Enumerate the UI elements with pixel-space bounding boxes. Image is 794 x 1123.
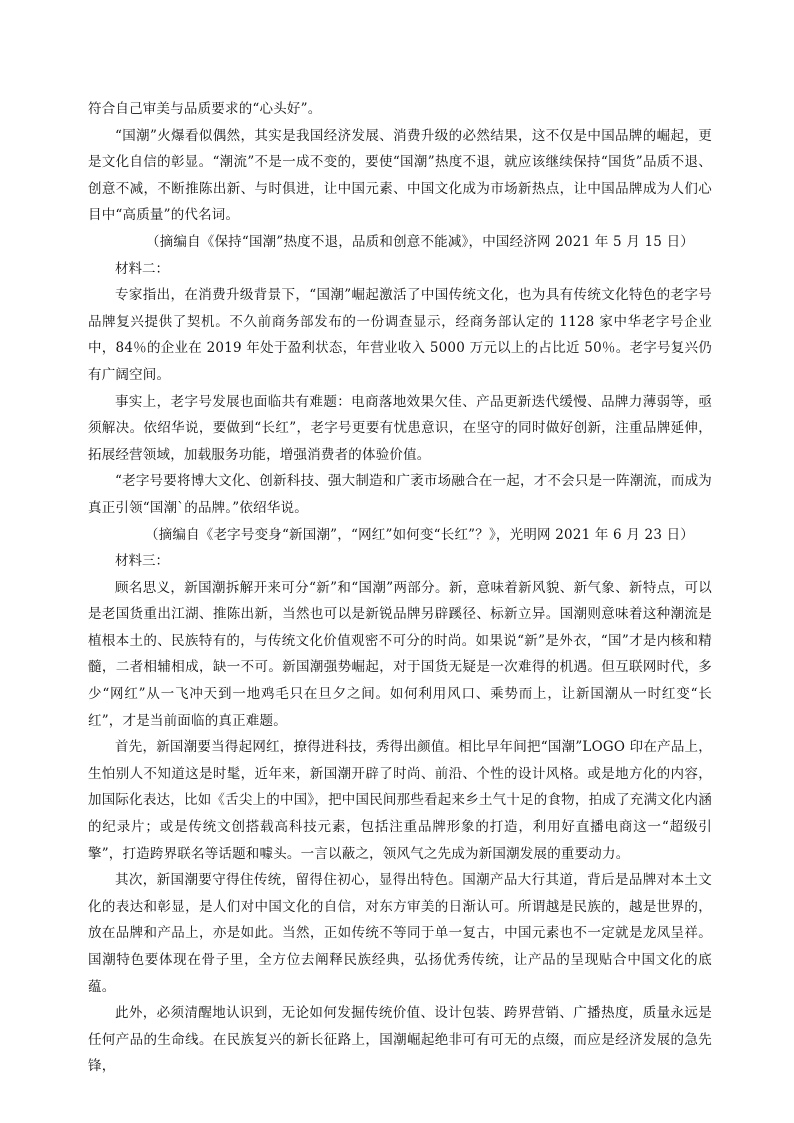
paragraph-guochao-summary: “国潮”火爆看似偶然，其实是我国经济发展、消费升级的必然结果，这不仅是中国品牌的崛起，更是文化自信的彰显。“潮流”不是一成不变的，要使“国潮”热度不退，就应该继续保持“国货”品质不退、创意不减，不断推陈出新、与时俱进，让中国元素、中国文化成为市场新热点，让中国品牌成为人们心目中“高质量”的代名词。	[88, 127, 712, 224]
material-three-label: 材料三：	[115, 553, 169, 570]
paragraph-first-point: 首先，新国潮要当得起网红，撩得进科技，秀得出颜值。相比早年间把“国潮”LOGO 印在产品上，生怕别人不知道这是时髦，近年来，新国潮开辟了时尚、前沿、个性的设计风格。或是地方化的内容，加国际化表达，比如《舌尖上的中国》，把中国民间那些看起来乡土气十足的食物，拍成了充满文化内涵的纪录片；或是传统文创搭载高科技元素，包括注重品牌形象的打造，利用好直播电商这一“超级引擎”，打造跨界联名等话题和噱头。一言以蔽之，领风气之先成为新国潮发展的重要动力。	[88, 739, 712, 862]
document-page	[88, 96, 712, 1080]
paragraph-continuation: 符合自己审美与品质要求的“心头好”。	[88, 101, 322, 117]
paragraph-quality-point: 此外，必须清醒地认识到，无论如何发掘传统价值、设计包装、跨界营销、广播热度，质量永远是任何产品的生命线。在民族复兴的新长征路上，国潮崛起绝非可有可无的点缀，而应是经济发展的急先锋，	[88, 1005, 712, 1075]
source-citation-2: （摘编自《老字号变身“新国潮”，“网红”如何变“长红”？》，光明网 2021 年 6 月 23 日）	[144, 526, 694, 543]
paragraph-laozihao-challenges: 事实上，老字号发展也面临共有难题：电商落地效果欠佳、产品更新迭代缓慢、品牌力薄弱等，亟须解决。依绍华说，要做到“长红”，老字号更要有忧患意识，在坚守的同时做好创新，注重品牌延伸，拓展经营领域，加载服务功能，增强消费者的体验价值。	[88, 393, 712, 463]
paragraph-laozihao-quote: “老字号要将博大文化、创新科技、强大制造和广袤市场融合在一起，才不会只是一阵潮流，而成为真正引领“国潮`的品牌。”依绍华说。	[88, 473, 712, 516]
material-two-label: 材料二：	[115, 260, 169, 277]
paragraph-expert-opinion: 专家指出，在消费升级背景下，“国潮”崛起激活了中国传统文化，也为具有传统文化特色的老字号品牌复兴提供了契机。不久前商务部发布的一份调查显示，经商务部认定的 1128 家中华老字号企业中，84％的企业在 2019 年处于盈利状态，年营业收入 5000 万元以上的占比近 50％。老字号复兴仍有广阔空间。	[88, 287, 712, 383]
paragraph-new-guochao-definition: 顾名思义，新国潮拆解开来可分“新”和“国潮”两部分。新，意味着新风貌、新气象、新特点，可以是老国货重出江湖、推陈出新，当然也可以是新锐品牌另辟蹊径、标新立异。国潮则意味着这种潮流是植根本土的、民族特有的，与传统文化价值观密不可分的时尚。如果说“新”是外衣，“国”才是内核和精髓，二者相辅相成，缺一不可。新国潮强势崛起，对于国货无疑是一次难得的机遇。但互联网时代，多少“网红”从一飞冲天到一地鸡毛只在旦夕之间。如何利用风口、乘势而上，让新国潮从一时红变“长红”，才是当前面临的真正难题。	[88, 579, 712, 729]
source-citation-1: （摘编自《保持“国潮”热度不退，品质和创意不能减》，中国经济网 2021 年 5 月 15 日）	[145, 233, 694, 250]
paragraph-second-point: 其次，新国潮要守得住传统，留得住初心，显得出特色。国潮产品大行其道，背后是品牌对本土文化的表达和彰显，是人们对中国文化的自信，对东方审美的日渐认可。所谓越是民族的，越是世界的，放在品牌和产品上，亦是如此。当然，正如传统不等同于单一复古，中国元素也不一定就是龙凤呈祥。国潮特色要体现在骨子里，全方位去阐释民族经典，弘扬优秀传统，让产品的呈现贴合中国文化的底蕴。	[88, 872, 712, 995]
